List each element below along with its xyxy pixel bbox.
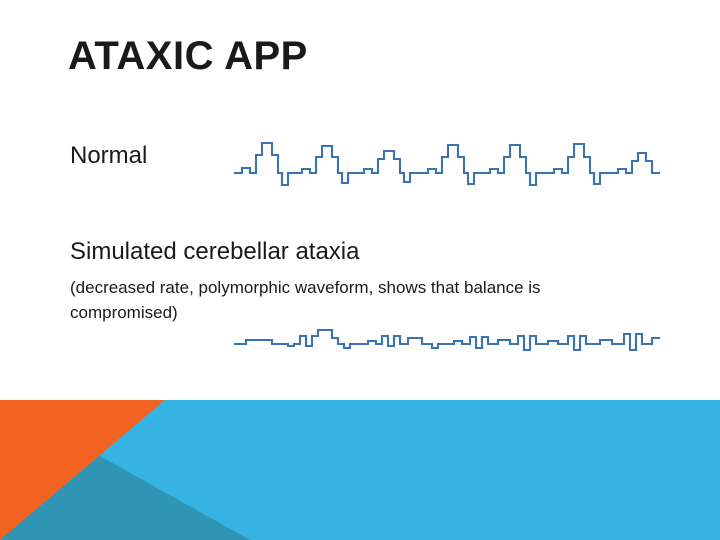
ataxic-waveform-trace xyxy=(232,322,662,371)
ataxia-label: Simulated cerebellar ataxia xyxy=(70,238,360,265)
normal-waveform-trace xyxy=(232,133,662,200)
ataxia-sublabel: (decreased rate, polymorphic waveform, shows that balance is compromised) xyxy=(70,278,541,322)
page-title: ATAXIC APP xyxy=(68,34,308,78)
normal-label: Normal xyxy=(70,142,148,169)
decorative-bottom-band xyxy=(0,400,720,540)
band-orange xyxy=(0,400,165,540)
